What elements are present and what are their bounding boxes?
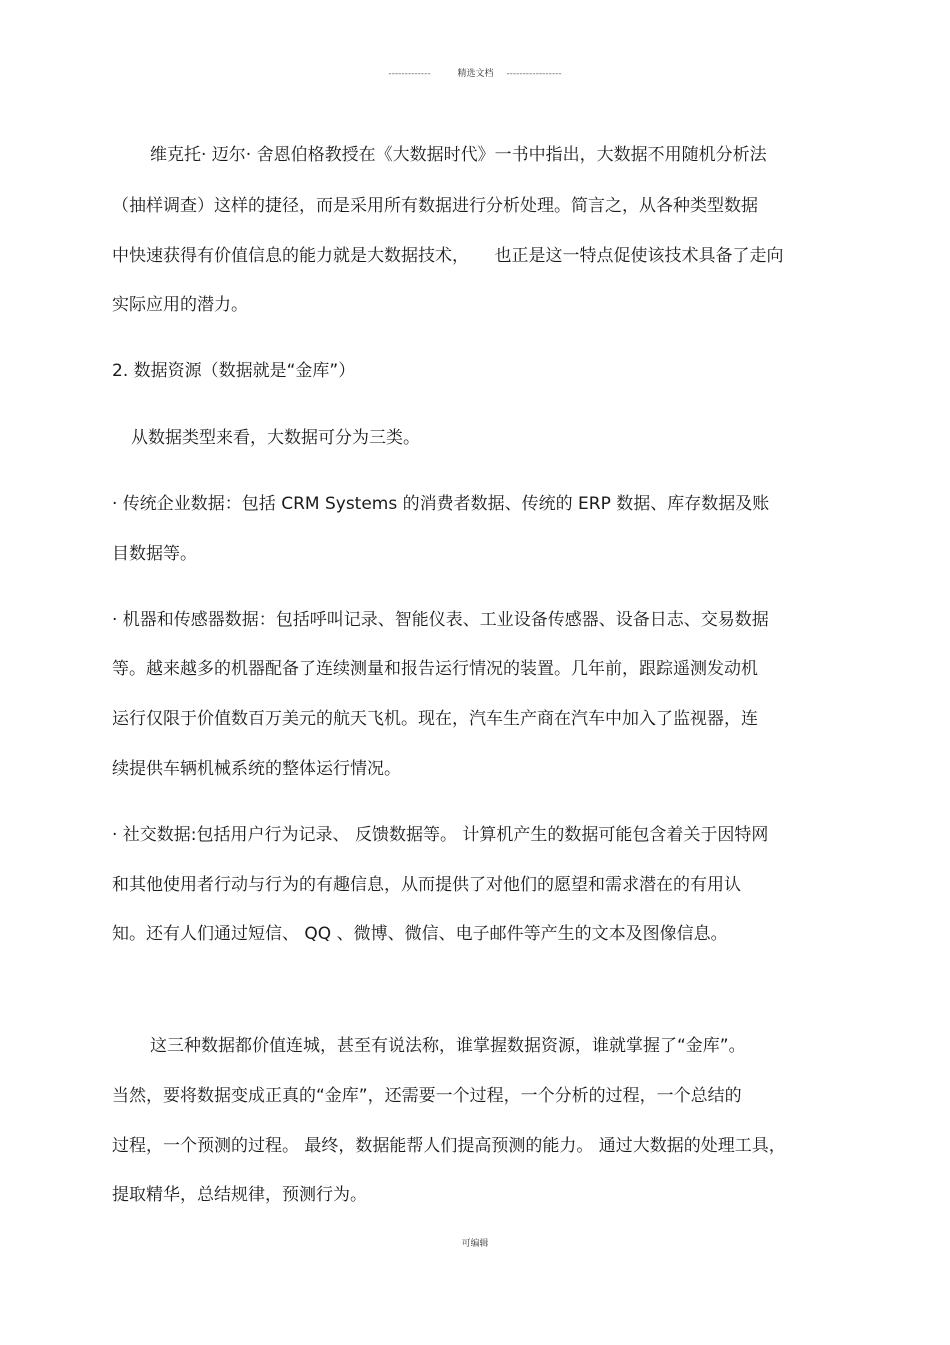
paragraph-1-line-4: 实际应用的潜力。	[112, 295, 248, 315]
header-title: 精选文档	[457, 69, 494, 79]
paragraph-3-line-4: 提取精华，总结规律，预测行为。	[112, 1185, 367, 1205]
page-footer: 可编辑	[461, 1239, 489, 1249]
paragraph-1-line-1: 维克托· 迈尔· 舍恩伯格教授在《大数据时代》一书中指出，大数据不用随机分析法	[150, 145, 767, 165]
paragraph-3-line-2: 当然，要将数据变成正真的“金库”，还需要一个过程，一个分析的过程，一个总结的	[112, 1086, 742, 1106]
paragraph-1-line-2: （抽样调查）这样的捷径，而是采用所有数据进行分析处理。简言之，从各种类型数据	[112, 196, 758, 216]
paragraph-2-line-1: 从数据类型来看，大数据可分为三类。	[131, 428, 420, 448]
bullet-2-line-2: 等。越来越多的机器配备了连续测量和报告运行情况的装置。几年前，跟踪遥测发动机	[112, 659, 758, 679]
bullet-3-line-3: 知。还有人们通过短信、 QQ 、微博、微信、电子邮件等产生的文本及图像信息。	[112, 924, 728, 944]
bullet-3-line-1: · 社交数据:包括用户行为记录、 反馈数据等。 计算机产生的数据可能包含着关于因特网	[112, 825, 769, 845]
bullet-1-line-1: · 传统企业数据：包括 CRM Systems 的消费者数据、传统的 ERP 数据、库存数据及账	[112, 494, 770, 514]
header-dash-right: -----------------	[506, 69, 562, 79]
paragraph-3-line-1: 这三种数据都价值连城，甚至有说法称，谁掌握数据资源，谁就掌握了“金库”。	[150, 1036, 746, 1056]
bullet-2-line-4: 续提供车辆机械系统的整体运行情况。	[112, 759, 401, 779]
paragraph-1-line-3: 中快速获得有价值信息的能力就是大数据技术， 也正是这一特点促使该技术具备了走向	[112, 246, 784, 266]
header-dash-left: -------------	[388, 69, 431, 79]
bullet-3-line-2: 和其他使用者行动与行为的有趣信息，从而提供了对他们的愿望和需求潜在的有用认	[112, 875, 741, 895]
bullet-2-line-1: · 机器和传感器数据：包括呼叫记录、智能仪表、工业设备传感器、设备日志、交易数据	[112, 610, 769, 630]
paragraph-3-line-3: 过程，一个预测的过程。 最终，数据能帮人们提高预测的能力。 通过大数据的处理工具，	[112, 1136, 786, 1156]
bullet-2-line-3: 运行仅限于价值数百万美元的航天飞机。现在，汽车生产商在汽车中加入了监视器，连	[112, 709, 758, 729]
bullet-1-line-2: 目数据等。	[112, 544, 197, 564]
section-heading: 2. 数据资源（数据就是“金库”）	[112, 361, 356, 381]
page-header	[0, 66, 950, 79]
